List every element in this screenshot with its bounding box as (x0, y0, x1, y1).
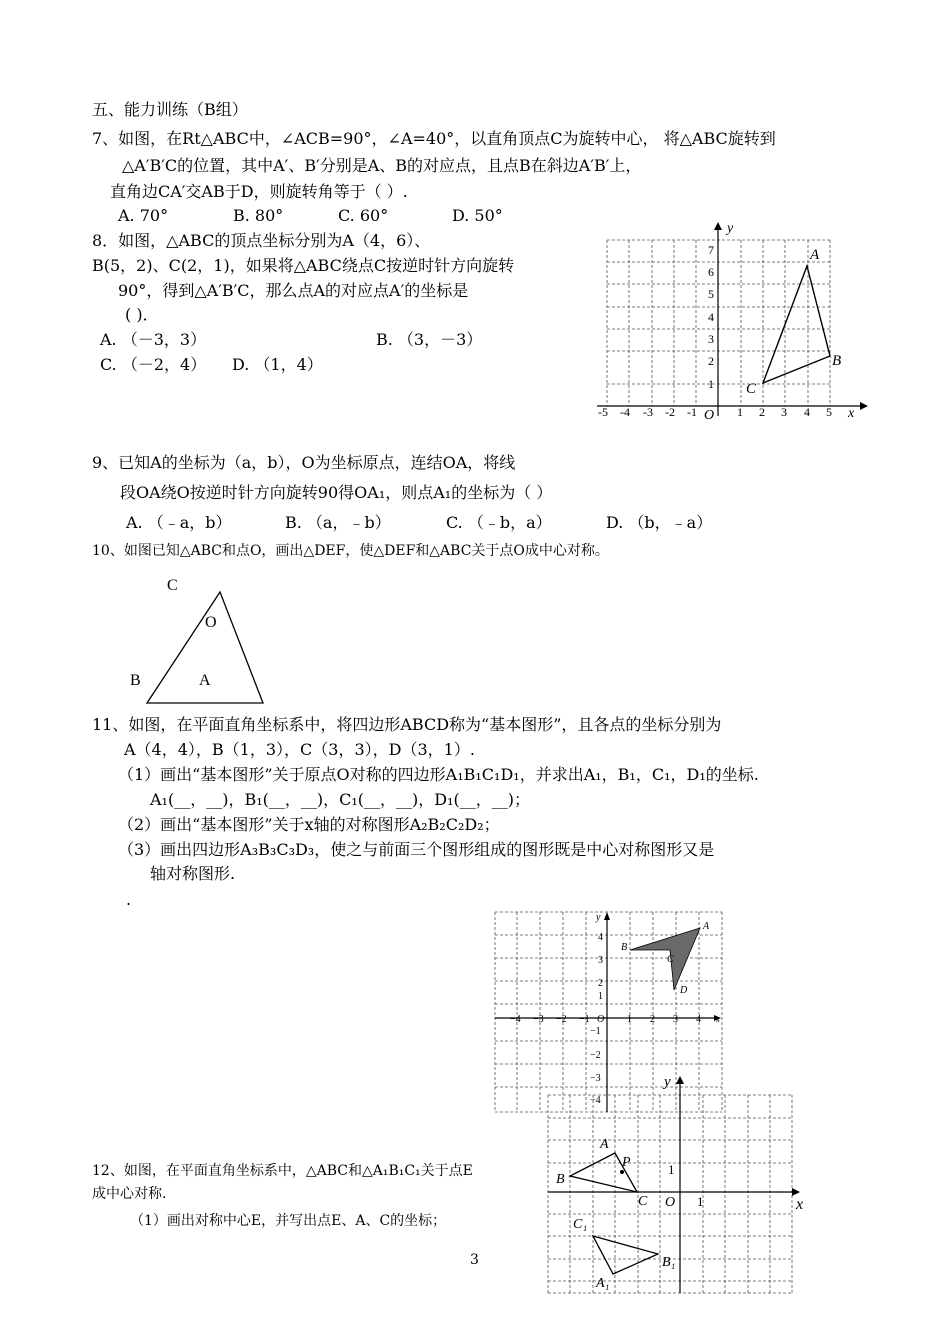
q11-xtick: 3 (673, 1014, 678, 1025)
q8-xtick: -3 (643, 405, 653, 419)
q8-xtick: -4 (620, 405, 630, 419)
page-number: 3 (470, 1252, 479, 1268)
q8-ytick: 1 (708, 377, 714, 391)
q11-sub1: （1）画出“基本图形”关于原点O对称的四边形A₁B₁C₁D₁，并求出A₁，B₁，C₁，D₁的坐标. (118, 765, 759, 784)
q8-ytick: 4 (708, 310, 714, 324)
q11-ytick: −1 (590, 1026, 601, 1037)
q8-y-label: y (727, 221, 734, 236)
q12-tick-y: 1 (668, 1162, 675, 1177)
q11-sub3: （3）画出四边形A₃B₃C₃D₃，使之与前面三个图形组成的图形既是中心对称图形又是 (118, 840, 715, 859)
q12-label-a1: A₁ (596, 1276, 610, 1291)
q8-option-d: D. （1，4） (232, 355, 323, 374)
q8-coordinate-figure (590, 222, 870, 422)
q12-point-p (620, 1170, 624, 1174)
q12-label-a: A (600, 1137, 609, 1152)
q12-label-c: C (638, 1194, 648, 1209)
q11-label-c: C (667, 954, 674, 965)
q11-xtick: −1 (579, 1014, 590, 1025)
q11-sub2: （2）画出“基本图形”关于x轴的对称图形A₂B₂C₂D₂； (118, 815, 500, 834)
q10-label-a: A (199, 672, 211, 689)
q8-ytick: 3 (708, 332, 714, 346)
q7-line3: 直角边CA′交AB于D，则旋转角等于（ ）. (110, 182, 408, 201)
q7-option-d: D. 50° (452, 206, 503, 225)
section-title: 五、能力训练（B组） (92, 100, 248, 119)
q12-tick-x: 1 (697, 1194, 704, 1209)
q8-xtick: 1 (737, 405, 743, 419)
q11-dot: . (126, 890, 132, 909)
q10-text: 10、如图已知△ABC和点O，画出△DEF，使△DEF和△ABC关于点O成中心对称。 (92, 543, 609, 559)
q11-ytick: 3 (598, 955, 603, 966)
q8-x-label: x (848, 406, 855, 421)
q11-x-label: x (716, 1014, 720, 1024)
q9-line2: 段OA绕O按逆时针方向旋转90得OA₁，则点A₁的坐标为（ ） (120, 483, 553, 502)
q11-label-a: A (703, 921, 710, 932)
q11-label-b: B (621, 942, 628, 953)
q8-line4: ( )． (125, 305, 159, 324)
q10-label-b: B (130, 672, 141, 689)
q12-origin-label: O (665, 1195, 676, 1210)
q11-xtick: 2 (650, 1014, 655, 1025)
q8-ytick: 5 (708, 287, 714, 301)
q8-xtick: 3 (781, 405, 787, 419)
q12-line2: 成中心对称. (92, 1186, 167, 1202)
q8-xtick: -2 (665, 405, 675, 419)
q11-ytick: 1 (598, 991, 603, 1002)
q12-x-label: x (796, 1196, 804, 1213)
q8-label-a: A (810, 247, 820, 263)
q11-ytick: −2 (590, 1050, 601, 1061)
q12-label-b: B (556, 1172, 565, 1187)
q8-label-c: C (746, 381, 757, 397)
q8-option-c: C. （－2，4） (100, 355, 207, 374)
q10-label-c: C (167, 577, 178, 594)
q8-ytick: 2 (708, 354, 714, 368)
q9-option-d: D. （b，﹣a） (606, 513, 713, 532)
q9-line1: 9、已知A的坐标为（a，b），O为坐标原点，连结OA，将线 (92, 453, 516, 472)
q11-ytick: −4 (590, 1095, 601, 1106)
q8-option-a: A. （－3，3） (100, 330, 207, 349)
q8-line3: 90°，得到△A′B′C，那么点A的对应点A′的坐标是 (118, 281, 469, 300)
q11-origin-label: O (597, 1014, 605, 1025)
q11-line2: A（4，4），B（1，3），C（3，3），D（3，1）. (124, 740, 475, 759)
q12-label-p: P (622, 1155, 631, 1170)
q11-label-d: D (680, 985, 688, 996)
q8-xtick: 4 (804, 405, 810, 419)
q12-label-c1: C₁ (573, 1217, 588, 1232)
q12-label-b1: B₁ (662, 1255, 676, 1270)
q11-sub1b: A₁(__，__)，B₁(__，__)，C₁(__，__)，D₁(__，__)； (150, 790, 530, 809)
q11-xtick: 1 (627, 1014, 632, 1025)
q8-line1: 8．如图，△ABC的顶点坐标分别为A（4，6）、 (92, 231, 431, 250)
q12-line1: 12、如图，在平面直角坐标系中，△ABC和△A₁B₁C₁关于点E (92, 1163, 473, 1179)
q7-option-a: A. 70° (118, 206, 169, 225)
q10-label-o: O (205, 614, 217, 631)
q8-ytick: 7 (708, 243, 714, 257)
q11-sub3b: 轴对称图形. (150, 864, 236, 883)
q8-xtick: 5 (826, 405, 832, 419)
q10-triangle-figure (125, 572, 285, 712)
q11-xtick: −4 (510, 1014, 521, 1025)
q11-ytick: 2 (598, 978, 603, 989)
q7-option-c: C. 60° (338, 206, 389, 225)
q11-xtick: −3 (533, 1014, 544, 1025)
q7-option-b: B. 80° (233, 206, 284, 225)
q8-label-b: B (832, 353, 842, 369)
q11-ytick: −3 (590, 1073, 601, 1084)
q8-option-b: B. （3，－3） (376, 330, 483, 349)
q12-triangle-a1b1c1 (593, 1236, 658, 1274)
q8-xtick: 2 (759, 405, 765, 419)
q7-line1: 7、如图，在Rt△ABC中，∠ACB=90°，∠A=40°，以直角顶点C为旋转中心， 将△ABC旋转到 (92, 129, 776, 148)
q11-xtick: 4 (696, 1014, 701, 1025)
q9-option-a: A. （﹣a，b） (126, 513, 232, 532)
q7-line2: △A′B′C的位置，其中A′、B′分别是A、B的对应点，且点B在斜边A′B′上， (122, 156, 642, 175)
q8-triangle-abc (763, 266, 830, 383)
q8-xtick: -1 (687, 405, 697, 419)
q9-option-c: C. （﹣b，a） (446, 513, 552, 532)
q8-origin-label: O (704, 408, 715, 423)
q11-line1: 11、如图，在平面直角坐标系中，将四边形ABCD称为“基本图形”，且各点的坐标分别为 (92, 715, 722, 734)
q9-option-b: B. （a，﹣b） (285, 513, 391, 532)
q8-ytick: 6 (708, 265, 714, 279)
q8-xtick: -5 (598, 405, 608, 419)
q11-xtick: −2 (556, 1014, 567, 1025)
q11-y-label: y (596, 912, 601, 923)
q12-y-label: y (664, 1074, 671, 1090)
q11-ytick: 4 (598, 932, 603, 943)
q12-coordinate-figure (542, 1072, 812, 1302)
q12-sub1: （1）画出对称中心E，并写出点E、A、C的坐标； (130, 1213, 447, 1229)
q8-line2: B(5，2)、C(2，1)，如果将△ABC绕点C按逆时针方向旋转 (92, 256, 515, 275)
